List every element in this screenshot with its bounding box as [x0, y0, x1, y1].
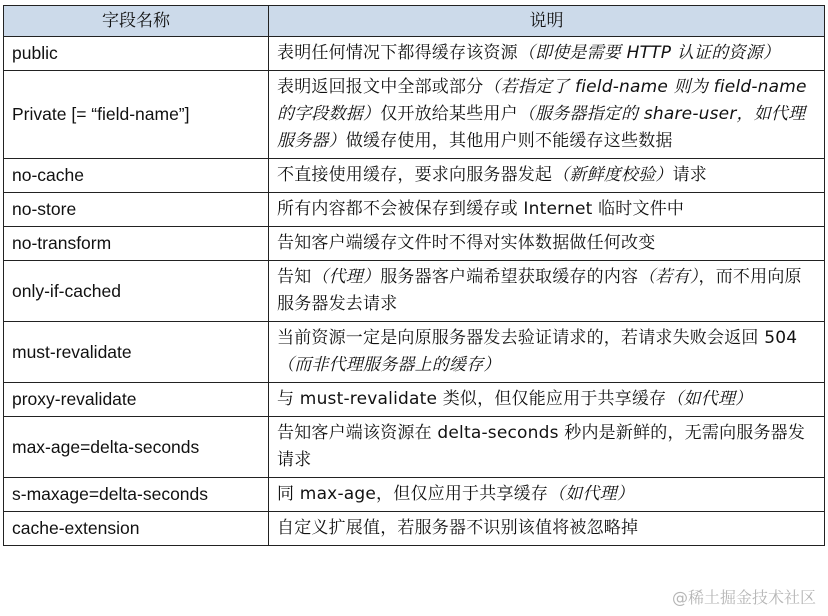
description-text: 告知客户端该资源在 delta-seconds 秒内是新鲜的，无需向服务器发请求: [277, 423, 806, 470]
description-text: ，而不用向原服务器发去请求: [277, 267, 802, 314]
description-note: （如代理）: [666, 389, 753, 409]
description-note: （如代理）: [548, 484, 635, 504]
description-text: 仅开放给某些用户: [380, 104, 518, 124]
table-row: [4, 37, 825, 71]
table-row: [4, 193, 825, 227]
description-note: （服务器指定的 share-user，如代理服务器）: [277, 104, 806, 151]
description-text: 服务器客户端希望获取缓存的内容: [380, 267, 639, 287]
field-name-cell: Private [= “field-name”]: [4, 71, 269, 159]
table-row: [4, 512, 825, 546]
description-text: 请求: [672, 165, 708, 185]
field-name-cell: public: [4, 37, 269, 71]
field-name-cell: cache-extension: [4, 512, 269, 546]
field-name-cell: no-store: [4, 193, 269, 227]
description-cell: [269, 512, 825, 546]
field-name-cell: no-transform: [4, 227, 269, 261]
watermark: @稀土掘金技术社区: [671, 588, 816, 607]
description-text: 表明任何情况下都得缓存该资源: [277, 43, 518, 63]
field-name-cell: must-revalidate: [4, 322, 269, 383]
field-name-cell: s-maxage=delta-seconds: [4, 478, 269, 512]
description-note: （若有）: [638, 267, 699, 287]
table-row: [4, 478, 825, 512]
description-text: 自定义扩展值，若服务器不识别该值将被忽略掉: [277, 518, 639, 538]
table-row: [4, 417, 825, 478]
description-text: 表明返回报文中全部或部分: [277, 77, 484, 97]
description-note: （新鲜度校验）: [552, 165, 673, 185]
header-description: 说明: [269, 6, 825, 37]
description-note: （即使是需要 HTTP 认证的资源）: [517, 43, 781, 63]
description-text: 不直接使用缓存，要求向服务器发起: [277, 165, 553, 185]
cache-control-table: [3, 5, 825, 546]
table-row: [4, 227, 825, 261]
description-text: 告知: [277, 267, 312, 287]
description-text: 同 max-age，但仅应用于共享缓存: [277, 484, 549, 504]
description-text: 做缓存使用，其他用户则不能缓存这些数据: [345, 131, 673, 151]
description-cell: [269, 159, 825, 193]
field-name-cell: only-if-cached: [4, 261, 269, 322]
description-cell: [269, 478, 825, 512]
description-cell: [269, 322, 825, 383]
table-header-row: [4, 6, 825, 37]
table-row: [4, 261, 825, 322]
description-cell: [269, 417, 825, 478]
table-row: [4, 159, 825, 193]
description-text: 所有内容都不会被保存到缓存或 Internet 临时文件中: [277, 199, 685, 219]
table-row: [4, 71, 825, 159]
table-row: [4, 383, 825, 417]
description-note: （若指定了 field-name 则为 field-name 的字段数据）: [277, 77, 807, 124]
description-text: 与 must-revalidate 类似，但仅能应用于共享缓存: [277, 389, 667, 409]
description-cell: [269, 71, 825, 159]
description-note: （代理）: [311, 267, 381, 287]
description-cell: [269, 37, 825, 71]
description-note: （而非代理服务器上的缓存）: [277, 355, 501, 375]
field-name-cell: no-cache: [4, 159, 269, 193]
header-field-name: 字段名称: [4, 6, 269, 37]
table-row: [4, 322, 825, 383]
description-text: 当前资源一定是向原服务器发去验证请求的，若请求失败会返回 504: [277, 328, 798, 348]
description-cell: [269, 227, 825, 261]
description-cell: [269, 383, 825, 417]
field-name-cell: proxy-revalidate: [4, 383, 269, 417]
description-cell: [269, 193, 825, 227]
description-cell: [269, 261, 825, 322]
table-body: [4, 37, 825, 546]
description-text: 告知客户端缓存文件时不得对实体数据做任何改变: [277, 233, 656, 253]
field-name-cell: max-age=delta-seconds: [4, 417, 269, 478]
